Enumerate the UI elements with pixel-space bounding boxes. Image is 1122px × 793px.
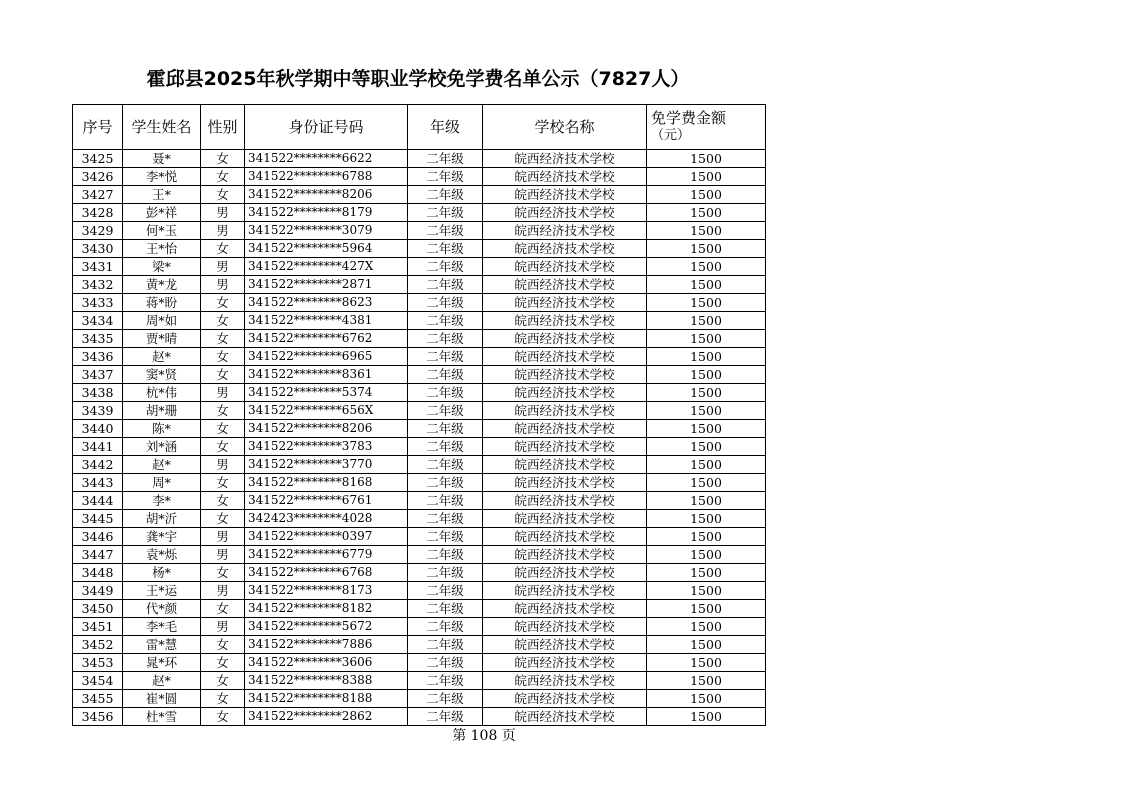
cell-amount: 1500 <box>647 312 766 330</box>
cell-amount: 1500 <box>647 240 766 258</box>
table-row <box>73 654 766 672</box>
cell-seq: 3449 <box>73 582 123 600</box>
cell-id-number: 341522********2871 <box>245 276 408 294</box>
cell-amount: 1500 <box>647 186 766 204</box>
cell-seq: 3429 <box>73 222 123 240</box>
cell-gender: 女 <box>201 636 245 654</box>
cell-amount: 1500 <box>647 258 766 276</box>
cell-seq: 3439 <box>73 402 123 420</box>
cell-amount: 1500 <box>647 384 766 402</box>
page-title: 霍邱县2025年秋学期中等职业学校免学费名单公示（7827人） <box>146 68 690 90</box>
cell-gender: 女 <box>201 708 245 726</box>
cell-amount: 1500 <box>647 564 766 582</box>
cell-school: 皖西经济技术学校 <box>483 492 647 510</box>
cell-school: 皖西经济技术学校 <box>483 384 647 402</box>
cell-gender: 女 <box>201 654 245 672</box>
cell-school: 皖西经济技术学校 <box>483 636 647 654</box>
cell-school: 皖西经济技术学校 <box>483 708 647 726</box>
cell-amount: 1500 <box>647 330 766 348</box>
table-row <box>73 474 766 492</box>
cell-gender: 女 <box>201 672 245 690</box>
cell-id-number: 341522********6622 <box>245 150 408 168</box>
table-row <box>73 348 766 366</box>
cell-name: 李*悦 <box>123 168 201 186</box>
cell-school: 皖西经济技术学校 <box>483 348 647 366</box>
header-gender: 性别 <box>201 105 245 150</box>
cell-school: 皖西经济技术学校 <box>483 564 647 582</box>
cell-grade: 二年级 <box>408 510 483 528</box>
header-name: 学生姓名 <box>123 105 201 150</box>
cell-gender: 女 <box>201 402 245 420</box>
cell-amount: 1500 <box>647 438 766 456</box>
cell-seq: 3443 <box>73 474 123 492</box>
cell-name: 雷*慧 <box>123 636 201 654</box>
cell-id-number: 341522********8361 <box>245 366 408 384</box>
cell-grade: 二年级 <box>408 402 483 420</box>
cell-grade: 二年级 <box>408 654 483 672</box>
cell-id-number: 341522********6779 <box>245 546 408 564</box>
cell-seq: 3447 <box>73 546 123 564</box>
cell-amount: 1500 <box>647 528 766 546</box>
cell-grade: 二年级 <box>408 312 483 330</box>
table-row <box>73 168 766 186</box>
cell-seq: 3442 <box>73 456 123 474</box>
cell-grade: 二年级 <box>408 384 483 402</box>
cell-id-number: 341522********8623 <box>245 294 408 312</box>
cell-grade: 二年级 <box>408 546 483 564</box>
cell-name: 聂* <box>123 150 201 168</box>
cell-amount: 1500 <box>647 618 766 636</box>
cell-grade: 二年级 <box>408 204 483 222</box>
cell-name: 胡*珊 <box>123 402 201 420</box>
cell-grade: 二年级 <box>408 276 483 294</box>
cell-amount: 1500 <box>647 546 766 564</box>
cell-amount: 1500 <box>647 168 766 186</box>
cell-school: 皖西经济技术学校 <box>483 294 647 312</box>
table-row <box>73 528 766 546</box>
table-row <box>73 708 766 726</box>
table-row <box>73 420 766 438</box>
cell-seq: 3450 <box>73 600 123 618</box>
table-header-row <box>73 105 766 150</box>
cell-name: 晁*环 <box>123 654 201 672</box>
table-row <box>73 294 766 312</box>
cell-amount: 1500 <box>647 366 766 384</box>
table-row <box>73 564 766 582</box>
header-grade: 年级 <box>408 105 483 150</box>
cell-grade: 二年级 <box>408 564 483 582</box>
cell-id-number: 341522********8182 <box>245 600 408 618</box>
cell-id-number: 341522********6761 <box>245 492 408 510</box>
table-row <box>73 366 766 384</box>
table-row <box>73 258 766 276</box>
table-row <box>73 204 766 222</box>
cell-grade: 二年级 <box>408 708 483 726</box>
cell-name: 胡*沂 <box>123 510 201 528</box>
cell-seq: 3451 <box>73 618 123 636</box>
cell-name: 杭*伟 <box>123 384 201 402</box>
cell-grade: 二年级 <box>408 672 483 690</box>
cell-school: 皖西经济技术学校 <box>483 654 647 672</box>
cell-id-number: 341522********3606 <box>245 654 408 672</box>
cell-seq: 3428 <box>73 204 123 222</box>
cell-seq: 3427 <box>73 186 123 204</box>
cell-seq: 3456 <box>73 708 123 726</box>
cell-grade: 二年级 <box>408 186 483 204</box>
cell-name: 彭*祥 <box>123 204 201 222</box>
cell-amount: 1500 <box>647 420 766 438</box>
cell-name: 蒋*盼 <box>123 294 201 312</box>
cell-grade: 二年级 <box>408 618 483 636</box>
cell-amount: 1500 <box>647 600 766 618</box>
cell-name: 赵* <box>123 456 201 474</box>
cell-name: 袁*烁 <box>123 546 201 564</box>
cell-grade: 二年级 <box>408 366 483 384</box>
cell-gender: 女 <box>201 600 245 618</box>
table-row <box>73 312 766 330</box>
table-row <box>73 150 766 168</box>
cell-id-number: 341522********8188 <box>245 690 408 708</box>
cell-school: 皖西经济技术学校 <box>483 276 647 294</box>
cell-gender: 女 <box>201 312 245 330</box>
table-row <box>73 240 766 258</box>
cell-gender: 男 <box>201 456 245 474</box>
table-row <box>73 384 766 402</box>
cell-id-number: 341522********8179 <box>245 204 408 222</box>
cell-school: 皖西经济技术学校 <box>483 150 647 168</box>
cell-amount: 1500 <box>647 150 766 168</box>
cell-name: 龚*宇 <box>123 528 201 546</box>
cell-amount: 1500 <box>647 654 766 672</box>
table-row <box>73 510 766 528</box>
cell-name: 崔*圆 <box>123 690 201 708</box>
cell-school: 皖西经济技术学校 <box>483 258 647 276</box>
cell-grade: 二年级 <box>408 474 483 492</box>
cell-grade: 二年级 <box>408 528 483 546</box>
cell-amount: 1500 <box>647 204 766 222</box>
cell-gender: 女 <box>201 348 245 366</box>
cell-id-number: 341522********2862 <box>245 708 408 726</box>
cell-id-number: 341522********0397 <box>245 528 408 546</box>
cell-school: 皖西经济技术学校 <box>483 222 647 240</box>
cell-name: 李*毛 <box>123 618 201 636</box>
cell-school: 皖西经济技术学校 <box>483 366 647 384</box>
header-amount-label: 免学费金额 <box>651 109 727 127</box>
cell-name: 王*怡 <box>123 240 201 258</box>
cell-amount: 1500 <box>647 222 766 240</box>
cell-gender: 女 <box>201 492 245 510</box>
table-row <box>73 546 766 564</box>
cell-school: 皖西经济技术学校 <box>483 582 647 600</box>
cell-id-number: 341522********7886 <box>245 636 408 654</box>
cell-amount: 1500 <box>647 636 766 654</box>
cell-id-number: 341522********3783 <box>245 438 408 456</box>
cell-gender: 女 <box>201 294 245 312</box>
cell-id-number: 341522********4381 <box>245 312 408 330</box>
cell-grade: 二年级 <box>408 690 483 708</box>
cell-id-number: 342423********4028 <box>245 510 408 528</box>
cell-name: 王*运 <box>123 582 201 600</box>
cell-name: 杜*雪 <box>123 708 201 726</box>
header-amount-unit: （元） <box>651 128 691 143</box>
cell-name: 代*颜 <box>123 600 201 618</box>
cell-gender: 女 <box>201 564 245 582</box>
header-seq: 序号 <box>73 105 123 150</box>
cell-gender: 女 <box>201 168 245 186</box>
cell-id-number: 341522********5374 <box>245 384 408 402</box>
cell-seq: 3444 <box>73 492 123 510</box>
header-amount <box>647 105 766 150</box>
cell-seq: 3426 <box>73 168 123 186</box>
cell-id-number: 341522********6768 <box>245 564 408 582</box>
cell-grade: 二年级 <box>408 600 483 618</box>
cell-school: 皖西经济技术学校 <box>483 186 647 204</box>
cell-id-number: 341522********656X <box>245 402 408 420</box>
cell-school: 皖西经济技术学校 <box>483 546 647 564</box>
cell-school: 皖西经济技术学校 <box>483 420 647 438</box>
cell-grade: 二年级 <box>408 636 483 654</box>
table-row <box>73 276 766 294</box>
cell-seq: 3454 <box>73 672 123 690</box>
cell-name: 赵* <box>123 348 201 366</box>
cell-id-number: 341522********6762 <box>245 330 408 348</box>
cell-id-number: 341522********8206 <box>245 420 408 438</box>
table-row <box>73 618 766 636</box>
cell-gender: 男 <box>201 528 245 546</box>
cell-name: 杨* <box>123 564 201 582</box>
cell-amount: 1500 <box>647 348 766 366</box>
cell-gender: 女 <box>201 186 245 204</box>
header-school: 学校名称 <box>483 105 647 150</box>
cell-name: 李* <box>123 492 201 510</box>
cell-school: 皖西经济技术学校 <box>483 690 647 708</box>
cell-amount: 1500 <box>647 402 766 420</box>
cell-seq: 3435 <box>73 330 123 348</box>
cell-school: 皖西经济技术学校 <box>483 528 647 546</box>
cell-amount: 1500 <box>647 582 766 600</box>
cell-grade: 二年级 <box>408 582 483 600</box>
table-row <box>73 186 766 204</box>
cell-amount: 1500 <box>647 708 766 726</box>
cell-id-number: 341522********3770 <box>245 456 408 474</box>
cell-seq: 3434 <box>73 312 123 330</box>
cell-seq: 3452 <box>73 636 123 654</box>
table-row <box>73 672 766 690</box>
cell-id-number: 341522********6965 <box>245 348 408 366</box>
cell-grade: 二年级 <box>408 492 483 510</box>
cell-name: 黄*龙 <box>123 276 201 294</box>
cell-gender: 女 <box>201 510 245 528</box>
cell-seq: 3433 <box>73 294 123 312</box>
cell-grade: 二年级 <box>408 456 483 474</box>
cell-grade: 二年级 <box>408 258 483 276</box>
table-row <box>73 582 766 600</box>
cell-seq: 3430 <box>73 240 123 258</box>
cell-gender: 女 <box>201 438 245 456</box>
cell-name: 贾*晴 <box>123 330 201 348</box>
cell-grade: 二年级 <box>408 294 483 312</box>
cell-grade: 二年级 <box>408 240 483 258</box>
cell-gender: 男 <box>201 618 245 636</box>
cell-id-number: 341522********5964 <box>245 240 408 258</box>
cell-amount: 1500 <box>647 474 766 492</box>
cell-gender: 男 <box>201 582 245 600</box>
table-row <box>73 330 766 348</box>
cell-id-number: 341522********8388 <box>245 672 408 690</box>
table-row <box>73 222 766 240</box>
cell-school: 皖西经济技术学校 <box>483 510 647 528</box>
cell-gender: 女 <box>201 150 245 168</box>
cell-amount: 1500 <box>647 492 766 510</box>
cell-id-number: 341522********6788 <box>245 168 408 186</box>
cell-school: 皖西经济技术学校 <box>483 168 647 186</box>
cell-gender: 男 <box>201 384 245 402</box>
cell-school: 皖西经济技术学校 <box>483 618 647 636</box>
cell-id-number: 341522********3079 <box>245 222 408 240</box>
cell-name: 赵* <box>123 672 201 690</box>
cell-gender: 男 <box>201 204 245 222</box>
cell-school: 皖西经济技术学校 <box>483 240 647 258</box>
cell-gender: 女 <box>201 330 245 348</box>
cell-school: 皖西经济技术学校 <box>483 312 647 330</box>
cell-seq: 3431 <box>73 258 123 276</box>
cell-name: 窦*贤 <box>123 366 201 384</box>
cell-name: 何*玉 <box>123 222 201 240</box>
cell-amount: 1500 <box>647 294 766 312</box>
cell-seq: 3445 <box>73 510 123 528</box>
table-row <box>73 402 766 420</box>
cell-seq: 3453 <box>73 654 123 672</box>
cell-grade: 二年级 <box>408 168 483 186</box>
cell-seq: 3436 <box>73 348 123 366</box>
table-row <box>73 600 766 618</box>
header-id: 身份证号码 <box>245 105 408 150</box>
cell-amount: 1500 <box>647 456 766 474</box>
cell-gender: 男 <box>201 258 245 276</box>
cell-name: 周*如 <box>123 312 201 330</box>
cell-amount: 1500 <box>647 510 766 528</box>
cell-amount: 1500 <box>647 690 766 708</box>
cell-id-number: 341522********8206 <box>245 186 408 204</box>
cell-seq: 3440 <box>73 420 123 438</box>
cell-seq: 3432 <box>73 276 123 294</box>
cell-name: 王* <box>123 186 201 204</box>
cell-seq: 3455 <box>73 690 123 708</box>
cell-seq: 3448 <box>73 564 123 582</box>
cell-name: 周* <box>123 474 201 492</box>
table-row <box>73 438 766 456</box>
cell-school: 皖西经济技术学校 <box>483 600 647 618</box>
cell-school: 皖西经济技术学校 <box>483 330 647 348</box>
cell-name: 梁* <box>123 258 201 276</box>
cell-school: 皖西经济技术学校 <box>483 474 647 492</box>
cell-seq: 3438 <box>73 384 123 402</box>
cell-gender: 女 <box>201 240 245 258</box>
student-table <box>72 104 766 726</box>
cell-school: 皖西经济技术学校 <box>483 456 647 474</box>
cell-gender: 女 <box>201 420 245 438</box>
cell-grade: 二年级 <box>408 438 483 456</box>
cell-gender: 女 <box>201 474 245 492</box>
cell-gender: 男 <box>201 276 245 294</box>
cell-id-number: 341522********8173 <box>245 582 408 600</box>
table-row <box>73 456 766 474</box>
cell-seq: 3425 <box>73 150 123 168</box>
table-body <box>73 150 766 726</box>
cell-school: 皖西经济技术学校 <box>483 402 647 420</box>
cell-seq: 3441 <box>73 438 123 456</box>
cell-id-number: 341522********427X <box>245 258 408 276</box>
cell-school: 皖西经济技术学校 <box>483 204 647 222</box>
cell-id-number: 341522********5672 <box>245 618 408 636</box>
cell-grade: 二年级 <box>408 330 483 348</box>
table-row <box>73 690 766 708</box>
cell-grade: 二年级 <box>408 222 483 240</box>
cell-name: 陈* <box>123 420 201 438</box>
page-footer <box>0 727 1122 745</box>
cell-seq: 3437 <box>73 366 123 384</box>
cell-grade: 二年级 <box>408 348 483 366</box>
cell-gender: 女 <box>201 690 245 708</box>
table-row <box>73 636 766 654</box>
cell-amount: 1500 <box>647 672 766 690</box>
table-row <box>73 492 766 510</box>
cell-gender: 女 <box>201 366 245 384</box>
cell-gender: 男 <box>201 546 245 564</box>
cell-id-number: 341522********8168 <box>245 474 408 492</box>
page-number: 第 108 页 <box>452 728 516 744</box>
cell-grade: 二年级 <box>408 150 483 168</box>
cell-name: 刘*涵 <box>123 438 201 456</box>
cell-gender: 男 <box>201 222 245 240</box>
cell-school: 皖西经济技术学校 <box>483 438 647 456</box>
cell-seq: 3446 <box>73 528 123 546</box>
cell-school: 皖西经济技术学校 <box>483 672 647 690</box>
cell-amount: 1500 <box>647 276 766 294</box>
cell-grade: 二年级 <box>408 420 483 438</box>
